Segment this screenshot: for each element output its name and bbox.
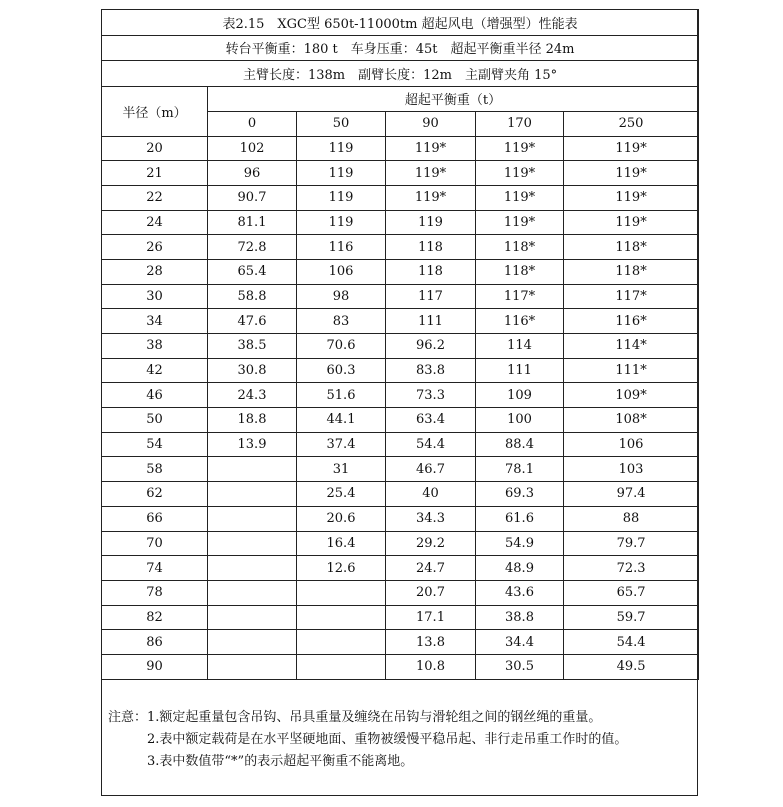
capacity-cell: 119* xyxy=(564,161,699,186)
capacity-cell: 96 xyxy=(208,161,297,186)
capacity-cell: 109* xyxy=(564,383,699,408)
radius-cell: 42 xyxy=(102,358,208,383)
capacity-cell: 117* xyxy=(476,284,564,309)
capacity-cell: 111 xyxy=(476,358,564,383)
capacity-cell: 119* xyxy=(476,136,564,161)
radius-cell: 66 xyxy=(102,506,208,531)
capacity-cell: 73.3 xyxy=(386,383,476,408)
capacity-cell: 78.1 xyxy=(476,457,564,482)
capacity-cell: 119* xyxy=(386,136,476,161)
radius-cell: 74 xyxy=(102,556,208,581)
capacity-cell: 118* xyxy=(476,235,564,260)
capacity-cell: 13.9 xyxy=(208,432,297,457)
radius-cell: 20 xyxy=(102,136,208,161)
capacity-cell: 69.3 xyxy=(476,482,564,507)
capacity-cell: 65.4 xyxy=(208,259,297,284)
capacity-cell: 20.7 xyxy=(386,580,476,605)
capacity-cell: 29.2 xyxy=(386,531,476,556)
capacity-cell: 119* xyxy=(564,210,699,235)
capacity-cell: 114 xyxy=(476,334,564,359)
table-info-counterweight: 转台平衡重：180 t 车身压重：45t 超起平衡重半径 24m xyxy=(102,35,699,61)
capacity-cell: 108* xyxy=(564,408,699,433)
note-line: 3.表中数值带“*”的表示超起平衡重不能离地。 xyxy=(147,754,414,769)
capacity-cell xyxy=(208,630,297,655)
capacity-cell: 106 xyxy=(564,432,699,457)
table-body xyxy=(102,136,699,679)
capacity-cell: 48.9 xyxy=(476,556,564,581)
capacity-cell xyxy=(208,531,297,556)
capacity-cell: 38.8 xyxy=(476,605,564,630)
capacity-cell: 34.3 xyxy=(386,506,476,531)
table-row xyxy=(102,580,699,605)
radius-cell: 62 xyxy=(102,482,208,507)
capacity-cell: 119* xyxy=(476,185,564,210)
radius-cell: 50 xyxy=(102,408,208,433)
table-row xyxy=(102,506,699,531)
capacity-cell: 96.2 xyxy=(386,334,476,359)
counterweight-col: 0 xyxy=(208,111,297,136)
capacity-cell: 83 xyxy=(297,309,386,334)
capacity-cell: 20.6 xyxy=(297,506,386,531)
capacity-cell: 49.5 xyxy=(564,654,699,679)
table-row xyxy=(102,210,699,235)
capacity-cell: 88 xyxy=(564,506,699,531)
note-line: 2.表中额定载荷是在水平坚硬地面、重物被缓慢平稳吊起、非行走吊重工作时的值。 xyxy=(147,732,628,747)
capacity-cell: 46.7 xyxy=(386,457,476,482)
capacity-cell: 72.3 xyxy=(564,556,699,581)
radius-cell: 46 xyxy=(102,383,208,408)
capacity-cell xyxy=(297,580,386,605)
capacity-cell: 70.6 xyxy=(297,334,386,359)
table-row xyxy=(102,654,699,679)
capacity-cell: 118 xyxy=(386,235,476,260)
table-row xyxy=(102,383,699,408)
capacity-cell: 31 xyxy=(297,457,386,482)
capacity-cell: 119* xyxy=(476,210,564,235)
capacity-cell xyxy=(297,605,386,630)
radius-cell: 30 xyxy=(102,284,208,309)
capacity-cell: 118 xyxy=(386,259,476,284)
capacity-cell: 117 xyxy=(386,284,476,309)
capacity-cell: 47.6 xyxy=(208,309,297,334)
table-row xyxy=(102,556,699,581)
capacity-cell: 111 xyxy=(386,309,476,334)
capacity-cell: 83.8 xyxy=(386,358,476,383)
capacity-cell: 38.5 xyxy=(208,334,297,359)
capacity-cell: 109 xyxy=(476,383,564,408)
radius-cell: 58 xyxy=(102,457,208,482)
capacity-cell xyxy=(208,580,297,605)
capacity-cell: 79.7 xyxy=(564,531,699,556)
capacity-cell: 119 xyxy=(297,136,386,161)
capacity-cell: 51.6 xyxy=(297,383,386,408)
counterweight-header: 超起平衡重（t） xyxy=(208,86,699,111)
table-row xyxy=(102,309,699,334)
capacity-cell xyxy=(208,556,297,581)
radius-cell: 38 xyxy=(102,334,208,359)
capacity-cell: 54.4 xyxy=(386,432,476,457)
capacity-cell: 116 xyxy=(297,235,386,260)
capacity-cell: 54.9 xyxy=(476,531,564,556)
counterweight-col: 50 xyxy=(297,111,386,136)
capacity-cell: 117* xyxy=(564,284,699,309)
capacity-cell: 37.4 xyxy=(297,432,386,457)
capacity-cell xyxy=(297,654,386,679)
table-row xyxy=(102,235,699,260)
radius-cell: 34 xyxy=(102,309,208,334)
capacity-cell: 34.4 xyxy=(476,630,564,655)
capacity-cell: 25.4 xyxy=(297,482,386,507)
capacity-cell: 116* xyxy=(564,309,699,334)
capacity-cell: 12.6 xyxy=(297,556,386,581)
counterweight-col: 170 xyxy=(476,111,564,136)
radius-cell: 86 xyxy=(102,630,208,655)
capacity-cell: 114* xyxy=(564,334,699,359)
table-row xyxy=(102,358,699,383)
radius-cell: 24 xyxy=(102,210,208,235)
capacity-cell: 59.7 xyxy=(564,605,699,630)
capacity-cell: 24.3 xyxy=(208,383,297,408)
capacity-cell: 60.3 xyxy=(297,358,386,383)
capacity-cell: 119 xyxy=(297,185,386,210)
performance-table xyxy=(101,9,699,680)
capacity-cell: 17.1 xyxy=(386,605,476,630)
table-row xyxy=(102,482,699,507)
radius-cell: 22 xyxy=(102,185,208,210)
capacity-cell: 119* xyxy=(564,185,699,210)
capacity-cell: 118* xyxy=(564,259,699,284)
capacity-cell: 58.8 xyxy=(208,284,297,309)
capacity-cell: 40 xyxy=(386,482,476,507)
capacity-cell: 98 xyxy=(297,284,386,309)
table-row xyxy=(102,630,699,655)
capacity-cell: 10.8 xyxy=(386,654,476,679)
capacity-cell: 119* xyxy=(386,185,476,210)
capacity-cell: 63.4 xyxy=(386,408,476,433)
capacity-cell: 103 xyxy=(564,457,699,482)
table-row xyxy=(102,161,699,186)
capacity-cell xyxy=(208,654,297,679)
capacity-cell xyxy=(297,630,386,655)
capacity-cell: 116* xyxy=(476,309,564,334)
capacity-cell xyxy=(208,506,297,531)
table-row xyxy=(102,531,699,556)
radius-cell: 78 xyxy=(102,580,208,605)
capacity-cell: 119* xyxy=(476,161,564,186)
capacity-cell: 119 xyxy=(297,161,386,186)
capacity-cell: 102 xyxy=(208,136,297,161)
notes xyxy=(108,707,627,773)
capacity-cell: 65.7 xyxy=(564,580,699,605)
capacity-cell xyxy=(208,482,297,507)
table-row xyxy=(102,432,699,457)
capacity-cell: 119 xyxy=(297,210,386,235)
capacity-cell: 24.7 xyxy=(386,556,476,581)
table-row xyxy=(102,284,699,309)
capacity-cell: 13.8 xyxy=(386,630,476,655)
table-row xyxy=(102,457,699,482)
capacity-cell xyxy=(208,457,297,482)
table-row xyxy=(102,259,699,284)
capacity-cell: 61.6 xyxy=(476,506,564,531)
capacity-cell: 30.8 xyxy=(208,358,297,383)
capacity-cell: 90.7 xyxy=(208,185,297,210)
capacity-cell: 30.5 xyxy=(476,654,564,679)
radius-cell: 82 xyxy=(102,605,208,630)
capacity-cell xyxy=(208,605,297,630)
capacity-cell: 97.4 xyxy=(564,482,699,507)
radius-cell: 21 xyxy=(102,161,208,186)
radius-cell: 54 xyxy=(102,432,208,457)
table-row xyxy=(102,605,699,630)
table-row xyxy=(102,136,699,161)
counterweight-col: 90 xyxy=(386,111,476,136)
capacity-cell: 88.4 xyxy=(476,432,564,457)
capacity-cell: 118* xyxy=(476,259,564,284)
capacity-cell: 72.8 xyxy=(208,235,297,260)
radius-cell: 26 xyxy=(102,235,208,260)
capacity-cell: 119* xyxy=(564,136,699,161)
table-row xyxy=(102,408,699,433)
note-line: 注意：1.额定起重量包含吊钩、吊具重量及缠绕在吊钩与滑轮组之间的钢丝绳的重量。 xyxy=(108,710,602,725)
table-title: 表2.15 XGC型 650t-11000tm 超起风电（增强型）性能表 xyxy=(102,10,699,36)
table-row xyxy=(102,185,699,210)
table-row xyxy=(102,334,699,359)
capacity-cell: 16.4 xyxy=(297,531,386,556)
radius-cell: 90 xyxy=(102,654,208,679)
capacity-cell: 106 xyxy=(297,259,386,284)
capacity-cell: 54.4 xyxy=(564,630,699,655)
capacity-cell: 18.8 xyxy=(208,408,297,433)
radius-header: 半径（m） xyxy=(102,86,208,136)
radius-cell: 70 xyxy=(102,531,208,556)
radius-cell: 28 xyxy=(102,259,208,284)
capacity-cell: 43.6 xyxy=(476,580,564,605)
capacity-cell: 119 xyxy=(386,210,476,235)
table-info-boom: 主臂长度：138m 副臂长度：12m 主副臂夹角 15° xyxy=(102,61,699,87)
capacity-cell: 100 xyxy=(476,408,564,433)
capacity-cell: 111* xyxy=(564,358,699,383)
capacity-cell: 118* xyxy=(564,235,699,260)
capacity-cell: 81.1 xyxy=(208,210,297,235)
capacity-cell: 44.1 xyxy=(297,408,386,433)
capacity-cell: 119* xyxy=(386,161,476,186)
counterweight-col: 250 xyxy=(564,111,699,136)
